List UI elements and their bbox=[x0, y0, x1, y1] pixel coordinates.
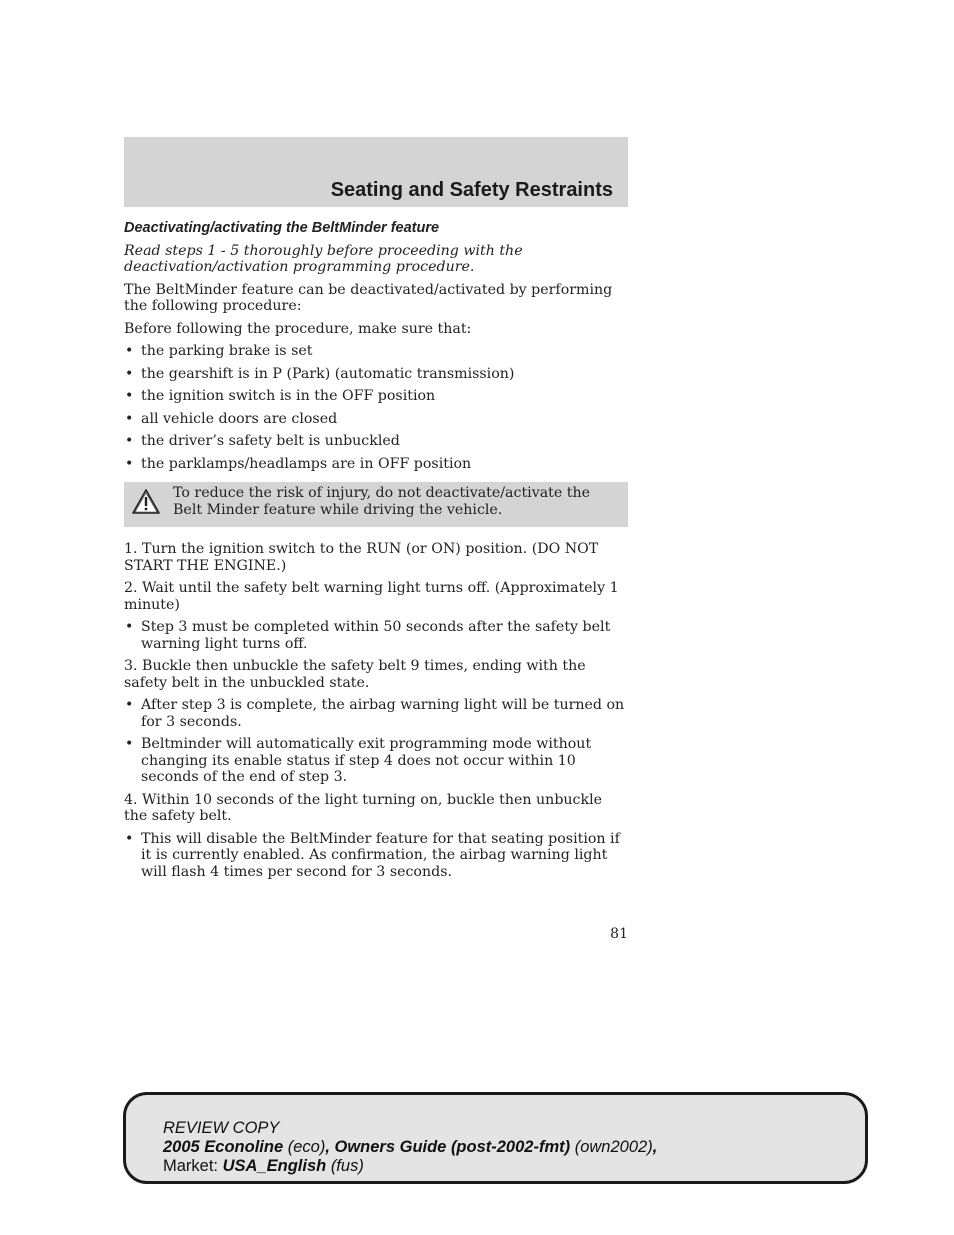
section-header-band bbox=[124, 137, 628, 207]
market-name: USA_English bbox=[222, 1157, 327, 1175]
list-item: • the ignition switch is in the OFF position bbox=[124, 388, 628, 405]
paragraph: The BeltMinder feature can be deactivated/activated by performing the following procedure: bbox=[124, 281, 613, 314]
step-2-notes bbox=[124, 619, 628, 652]
checklist bbox=[124, 343, 628, 472]
paragraph: Before following the procedure, make sure that: bbox=[124, 320, 472, 337]
list-item: • the parklamps/headlamps are in OFF position bbox=[124, 456, 628, 473]
model-code: (eco) bbox=[287, 1138, 326, 1156]
step-3-notes bbox=[124, 697, 628, 786]
market-code: (fus) bbox=[330, 1157, 364, 1175]
list-item: • Beltminder will automatically exit programming mode without changing its enable status if step 4 does not occur within 10 seconds of the end of step 3. bbox=[124, 736, 628, 786]
separator: , bbox=[325, 1138, 335, 1156]
separator: , bbox=[652, 1138, 658, 1156]
list-item: • the gearshift is in P (Park) (automatic transmission) bbox=[124, 366, 628, 383]
section-title: Seating and Safety Restraints bbox=[330, 179, 613, 201]
warning-box bbox=[124, 482, 628, 527]
warning-triangle-icon bbox=[131, 488, 161, 516]
list-item: • This will disable the BeltMinder feature for that seating position if it is currently enabled. As confirmation, the airbag warning light will flash 4 times per second for 3 seconds. bbox=[124, 831, 628, 881]
step-2: 2. Wait until the safety belt warning light turns off. (Approximately 1 minute) bbox=[124, 580, 619, 613]
market-label: Market: bbox=[163, 1157, 219, 1175]
guide-name: Owners Guide (post-2002-fmt) bbox=[334, 1138, 571, 1156]
list-item: • After step 3 is complete, the airbag warning light will be turned on for 3 seconds. bbox=[124, 697, 628, 730]
list-item: • all vehicle doors are closed bbox=[124, 411, 628, 428]
guide-code: (own2002) bbox=[574, 1138, 653, 1156]
market-line bbox=[163, 1157, 657, 1176]
list-item: • the driver’s safety belt is unbuckled bbox=[124, 433, 628, 450]
document-line bbox=[163, 1138, 657, 1157]
page-number: 81 bbox=[610, 926, 628, 942]
sub-heading: Deactivating/activating the BeltMinder feature bbox=[124, 220, 440, 236]
warning-text: To reduce the risk of injury, do not deactivate/activate the Belt Minder feature while driving the vehicle. bbox=[173, 485, 591, 518]
step-4-notes bbox=[124, 831, 628, 881]
page-content bbox=[124, 220, 628, 886]
footer-text bbox=[163, 1119, 657, 1176]
review-copy-label: REVIEW COPY bbox=[163, 1119, 280, 1137]
step-1: 1. Turn the ignition switch to the RUN (or ON) position. (DO NOT START THE ENGINE.) bbox=[124, 541, 599, 574]
intro-note: Read steps 1 - 5 thoroughly before proceeding with the deactivation/activation programming procedure. bbox=[124, 242, 523, 275]
review-footer bbox=[123, 1092, 868, 1184]
step-3: 3. Buckle then unbuckle the safety belt 9 times, ending with the safety belt in the unbuckled state. bbox=[124, 658, 586, 691]
list-item: • the parking brake is set bbox=[124, 343, 628, 360]
list-item: • Step 3 must be completed within 50 seconds after the safety belt warning light turns off. bbox=[124, 619, 628, 652]
model-name: 2005 Econoline bbox=[163, 1138, 284, 1156]
step-4: 4. Within 10 seconds of the light turning on, buckle then unbuckle the safety belt. bbox=[124, 791, 603, 824]
